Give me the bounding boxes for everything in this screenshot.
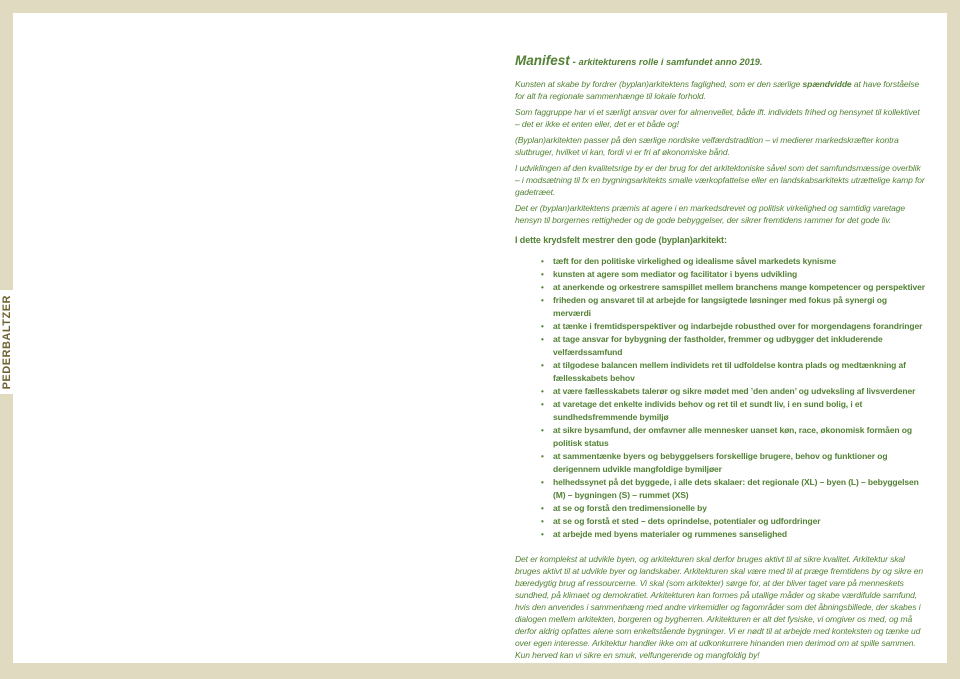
bullet-icon: •	[541, 387, 544, 396]
emphasized-text: spændvidde	[802, 79, 852, 89]
list-item-text: tæft for den politiske virkelighed og idealisme såvel markedets kynisme	[553, 256, 836, 266]
list-item	[515, 333, 925, 359]
intro-paragraph	[515, 134, 925, 158]
list-item	[515, 515, 925, 528]
list-item	[515, 450, 925, 476]
paragraph-text: I udviklingen af den kvalitetsrige by er der brug for det arkitektoniske såvel som det samfundsmæssige overblik – i modsætning til fx en bygningsarkitekts smalle værkopfattelse eller en landskabsarkitekts utrættelige kamp for gadetræet.	[515, 163, 925, 197]
brand-logo: PEDERBALTZER	[1, 294, 13, 390]
list-item	[515, 476, 925, 502]
bullet-icon: •	[541, 452, 544, 461]
title-subtitle: arkitekturens rolle i samfundet anno 2019.	[578, 57, 763, 67]
list-item	[515, 359, 925, 385]
paragraph-text: Det er (byplan)arkitektens præmis at agere i en markedsdrevet og politisk virkelighed og samtidig varetage hensyn til borgernes rettigheder og de gode bebyggelser, der sikrer fremtidens rammer for det gode liv.	[515, 203, 906, 225]
bullet-icon: •	[541, 296, 544, 305]
list-item	[515, 268, 925, 281]
list-item	[515, 320, 925, 333]
bullet-icon: •	[541, 270, 544, 279]
list-item-text: friheden og ansvaret til at arbejde for langsigtede løsninger med fokus på synergi og merværdi	[553, 295, 887, 318]
list-item-text: at være fællesskabets talerør og sikre mødet med ’den anden’ og udveksling af livsverdener	[553, 386, 916, 396]
intro-paragraph	[515, 78, 925, 102]
document-page	[13, 13, 947, 663]
document-title	[515, 47, 925, 70]
brand-sidebar	[0, 290, 14, 394]
list-item-text: at se og forstå den tredimensionelle by	[553, 503, 707, 513]
intro-paragraphs	[515, 78, 925, 226]
bullet-icon: •	[541, 322, 544, 331]
list-item-text: kunsten at agere som mediator og facilitator i byens udvikling	[553, 269, 798, 279]
list-item	[515, 385, 925, 398]
document-content	[515, 47, 925, 661]
paragraph-text: Kunsten at skabe by fordrer (byplan)arkitektens faglighed, som er den særlige	[515, 79, 803, 89]
list-item-text: at sikre bysamfund, der omfavner alle mennesker uanset køn, race, økonomisk formåen og politisk status	[553, 425, 912, 448]
list-item-text: at varetage det enkelte individs behov og ret til et sundt liv, i en sund bolig, i et sundhedsfremmende bymiljø	[553, 399, 863, 422]
bullet-icon: •	[541, 478, 544, 487]
list-item	[515, 255, 925, 268]
list-item-text: at arbejde med byens materialer og rummenes sanselighed	[553, 529, 788, 539]
list-item	[515, 281, 925, 294]
paragraph-text: at have forståelse for alt fra regionale sammenhænge til lokale forhold.	[515, 79, 920, 101]
bullet-icon: •	[541, 283, 544, 292]
bullet-icon: •	[541, 517, 544, 526]
paragraph-text: (Byplan)arkitekten passer på den særlige nordiske velfærdstradition – vi medierer markedskræfter kontra slutbruger, hvilket vi kan, fordi vi er fri af økonomiske bånd.	[515, 135, 899, 157]
bullet-icon: •	[541, 504, 544, 513]
bullet-icon: •	[541, 361, 544, 370]
bullet-icon: •	[541, 335, 544, 344]
list-item-text: at tilgodese balancen mellem individets ret til udfoldelse kontra plads og medtænkning af fællesskabets behov	[553, 360, 906, 383]
list-item-text: at se og forstå et sted – dets oprindelse, potentialer og udfordringer	[553, 516, 821, 526]
list-item-text: at tænke i fremtidsperspektiver og indarbejde robusthed over for morgendagens forandringer	[553, 321, 923, 331]
bullet-icon: •	[541, 426, 544, 435]
list-item-text: at anerkende og orkestrere samspillet mellem branchens mange kompetencer og perspektiver	[553, 282, 925, 292]
bullet-icon: •	[541, 530, 544, 539]
list-item-text: at tage ansvar for bybygning der fastholder, fremmer og udbygger det inkluderende velfærdssamfund	[553, 334, 883, 357]
intro-paragraph	[515, 162, 925, 198]
paragraph-text: Som faggruppe har vi et særligt ansvar over for almenvellet, både ift. individets frihed og hensynet til kollektivet – det er ikke et enten eller, det er et både og!	[515, 107, 920, 129]
list-item-text: at sammentænke byers og bebyggelsers forskellige brugere, behov og funktioner og derigennem udvikle mangfoldige bymiljøer	[553, 451, 888, 474]
intro-paragraph	[515, 106, 925, 130]
list-item	[515, 398, 925, 424]
list-item	[515, 424, 925, 450]
list-item	[515, 528, 925, 541]
list-item	[515, 502, 925, 515]
title-text: Manifest	[515, 53, 570, 68]
list-heading: I dette krydsfelt mestrer den gode (byplan)arkitekt:	[515, 235, 727, 245]
list-item-text: helhedssynet på det byggede, i alle dets skalaer: det regionale (XL) – byen (L) – bebyggelsen (M) – bygningen (S) – rummet (XS)	[553, 477, 919, 500]
bullet-icon: •	[541, 257, 544, 266]
manifest-bullet-list	[515, 255, 925, 541]
intro-paragraph	[515, 202, 925, 226]
bullet-icon: •	[541, 400, 544, 409]
closing-paragraph: Det er komplekst at udvikle byen, og arkitekturen skal derfor bruges aktivt til at sikre kvalitet. Arkitektur skal bruges aktivt til at udvikle byer og landskaber. Arkitekturen skal være med til at præge fremtidens by og sikre en bæredygtig brug af ressourcerne. Vi skal (som arkitekter) sørge for, at der bliver taget vare på menneskets sundhed, på klimaet og demokratiet. Arkitekturen kan formes på utallige måder og skabe værdifulde samfund, hvis den anvendes i sammenhæng med andre virkemidler og fagområder som det åbningsbillede, der skabes i dialogen mellem arkitekten, borgeren og bygherren. Arkitekturen er alt det fysiske, vi omgiver os med, og må derfor aldrig opfattes alene som enkeltstående bygninger. Vi er nødt til at arbejde med konteksten og tænke ud over egen interesse. Arkitektur handler ikke om at udkonkurrere hinanden men derimod om at spille sammen. Kun herved kan vi sikre en smuk, velfungerende og mangfoldig by!	[515, 554, 923, 660]
list-item	[515, 294, 925, 320]
title-separator: -	[569, 57, 579, 68]
